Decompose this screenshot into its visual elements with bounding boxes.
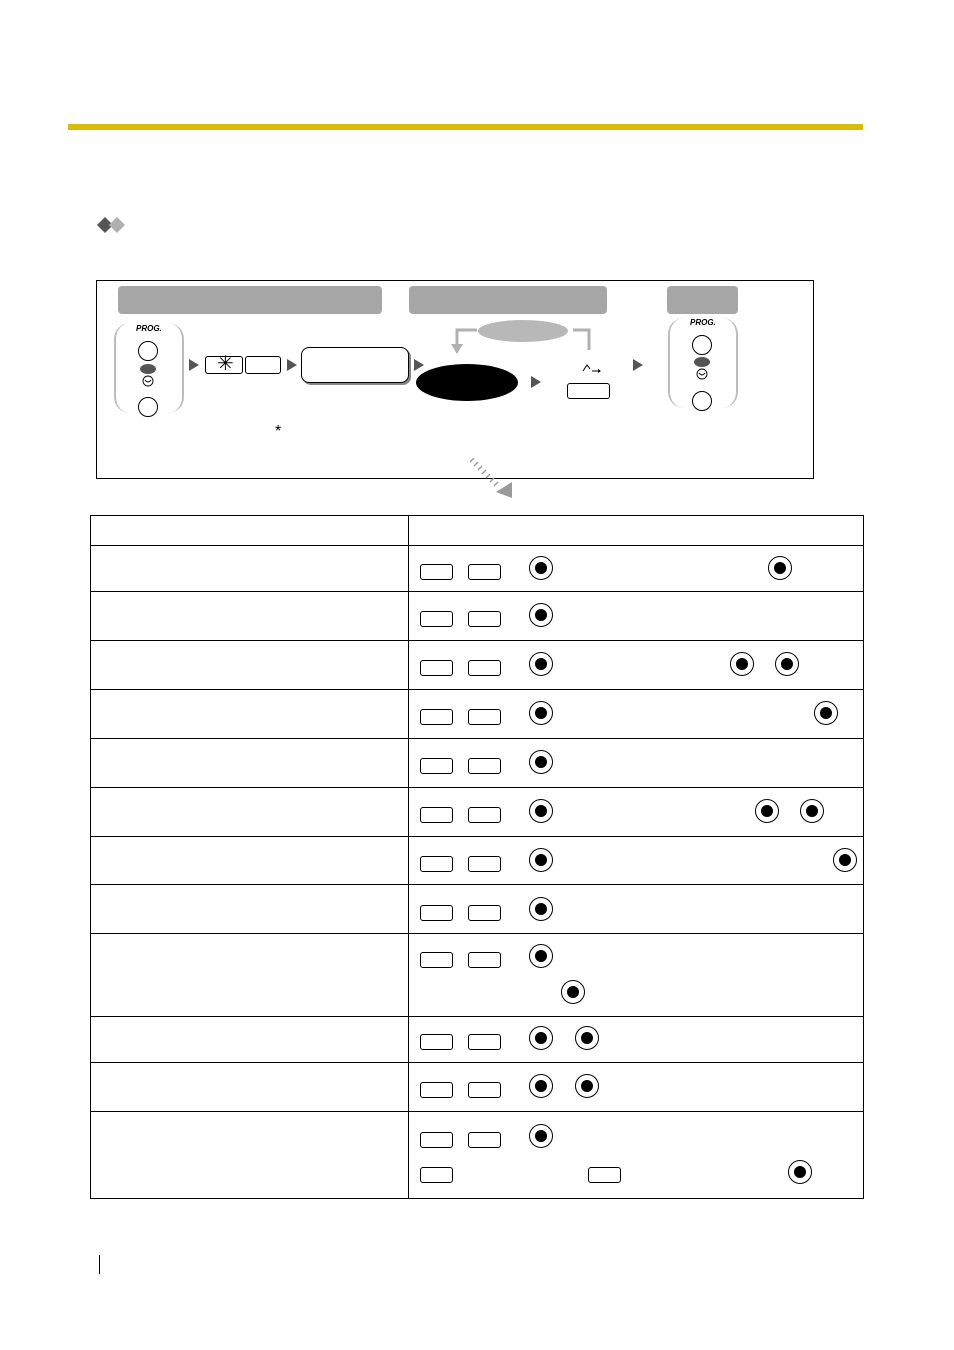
table-row-divider: [90, 884, 864, 885]
prog-label-left: PROG.: [136, 324, 162, 333]
program-key[interactable]: [420, 758, 453, 774]
program-key[interactable]: [420, 1132, 453, 1148]
navigator-key-icon[interactable]: [529, 848, 553, 872]
hatched-arrow-icon: [466, 458, 518, 500]
table-row-divider: [90, 1111, 864, 1112]
table-row-divider: [90, 640, 864, 641]
navigator-key-icon[interactable]: [529, 1124, 553, 1148]
navigator-key-icon[interactable]: [529, 1074, 553, 1098]
repeat-bracket-arrows: [447, 324, 595, 356]
program-key[interactable]: [468, 660, 501, 676]
digit-key[interactable]: [245, 356, 281, 374]
table-row-divider: [90, 545, 864, 546]
handset-icon: [696, 368, 708, 380]
program-key[interactable]: [420, 905, 453, 921]
program-key[interactable]: [468, 1034, 501, 1050]
table-row-divider: [90, 738, 864, 739]
navigator-key-icon[interactable]: [529, 944, 553, 968]
star-note: *: [275, 423, 282, 440]
step-bar-program: [409, 286, 607, 314]
star-key-label: ✳: [217, 353, 234, 375]
navigator-key-icon[interactable]: [775, 652, 799, 676]
navigator-key-icon[interactable]: [529, 556, 553, 580]
program-oval: [416, 364, 518, 401]
arrow-right-icon: [189, 359, 199, 371]
top-accent-rule: [68, 124, 863, 130]
arrow-right-icon: [414, 359, 424, 371]
navigator-key-icon[interactable]: [529, 652, 553, 676]
program-key[interactable]: [420, 660, 453, 676]
navigator-key-icon[interactable]: [529, 799, 553, 823]
table-row-divider: [90, 1062, 864, 1063]
table-row-divider: [90, 933, 864, 934]
navigator-key-icon[interactable]: [833, 848, 857, 872]
navigator-key-icon[interactable]: [575, 1026, 599, 1050]
program-key[interactable]: [420, 1082, 453, 1098]
page-footer-rule: [99, 1255, 100, 1274]
navigator-key-icon[interactable]: [575, 1074, 599, 1098]
program-key[interactable]: [468, 807, 501, 823]
program-key[interactable]: [588, 1167, 621, 1183]
program-key[interactable]: [420, 952, 453, 968]
navigator-key-icon[interactable]: [529, 750, 553, 774]
table-row-divider: [90, 787, 864, 788]
program-key[interactable]: [468, 856, 501, 872]
handset-icon: [580, 361, 602, 375]
navigator-key-icon[interactable]: [730, 652, 754, 676]
step-bar-start: [118, 286, 382, 314]
store-button-right[interactable]: [692, 391, 712, 411]
navigator-key-icon[interactable]: [529, 897, 553, 921]
program-key[interactable]: [468, 1082, 501, 1098]
navigator-key-icon[interactable]: [561, 980, 585, 1004]
program-key[interactable]: [420, 709, 453, 725]
program-key[interactable]: [420, 611, 453, 627]
program-key[interactable]: [468, 1132, 501, 1148]
table-row-divider: [90, 591, 864, 592]
program-key[interactable]: [468, 952, 501, 968]
program-key[interactable]: [468, 709, 501, 725]
led-indicator-left: [140, 364, 156, 374]
navigator-key-icon[interactable]: [814, 701, 838, 725]
navigator-key-icon[interactable]: [529, 1026, 553, 1050]
arrow-right-icon: [287, 359, 297, 371]
table-row-divider: [90, 1016, 864, 1017]
navigator-key-icon[interactable]: [755, 799, 779, 823]
store-key[interactable]: [567, 383, 610, 399]
led-indicator-right: [694, 357, 710, 367]
navigator-key-icon[interactable]: [529, 603, 553, 627]
star-key[interactable]: [205, 353, 243, 375]
prog-button-left[interactable]: [138, 341, 158, 361]
program-key[interactable]: [420, 1167, 453, 1183]
section-diamond-icon: [96, 215, 132, 235]
program-key[interactable]: [468, 611, 501, 627]
navigator-key-icon[interactable]: [788, 1160, 812, 1184]
arrow-right-icon: [633, 359, 643, 371]
program-key[interactable]: [468, 758, 501, 774]
program-key[interactable]: [420, 564, 453, 580]
navigator-key-icon[interactable]: [768, 556, 792, 580]
prog-button-right[interactable]: [692, 335, 712, 355]
step-bar-end: [667, 286, 738, 314]
program-key[interactable]: [468, 905, 501, 921]
arrow-right-icon: [531, 376, 541, 388]
navigator-key-icon[interactable]: [529, 701, 553, 725]
table-column-divider: [408, 515, 409, 1199]
store-button-left[interactable]: [138, 397, 158, 417]
table-row-divider: [90, 689, 864, 690]
prog-label-right: PROG.: [690, 318, 716, 327]
entry-box: [301, 347, 409, 383]
program-key[interactable]: [420, 856, 453, 872]
program-key[interactable]: [420, 1034, 453, 1050]
program-key[interactable]: [420, 807, 453, 823]
navigator-key-icon[interactable]: [800, 799, 824, 823]
program-key[interactable]: [468, 564, 501, 580]
handset-icon: [142, 375, 154, 387]
table-row-divider: [90, 836, 864, 837]
